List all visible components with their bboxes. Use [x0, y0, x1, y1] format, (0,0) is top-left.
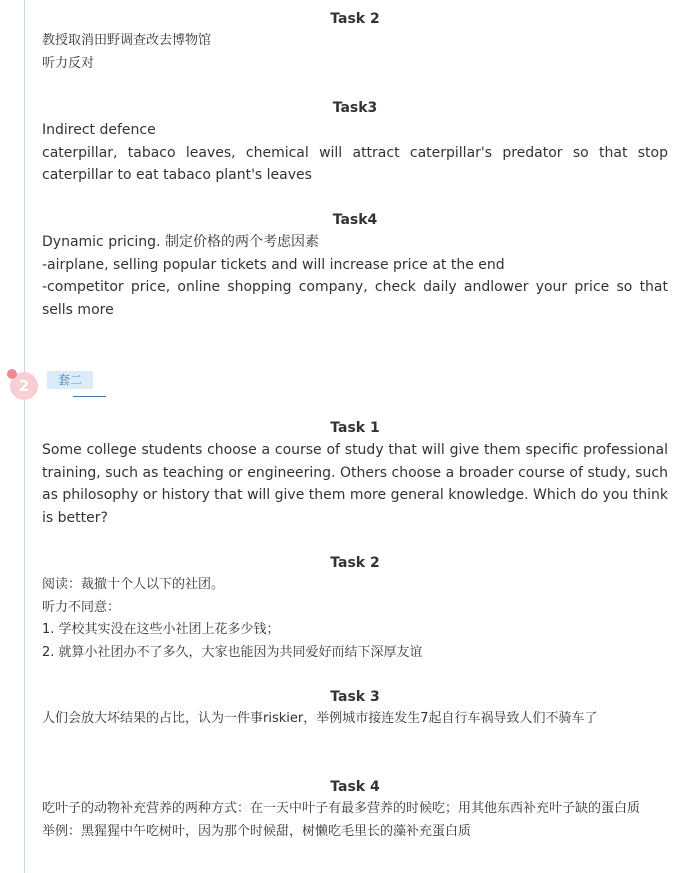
section-number-marker [10, 372, 38, 400]
task-title: Task3 [332, 100, 378, 116]
task-block [42, 8, 668, 75]
task-block [42, 209, 668, 321]
task-line: 吃叶子的动物补充营养的两种方式：在一天中叶子有最多营养的时候吃；用其他东西补充叶子缺的蛋白质 [42, 801, 641, 816]
task-line: 1. 学校其实没在这些小社团上花多少钱； [42, 622, 280, 637]
timeline-rail [24, 0, 25, 873]
task-block [42, 552, 668, 664]
task-block [42, 417, 668, 529]
task-title: Task 3 [330, 689, 380, 705]
task-line: caterpillar, tabaco leaves, chemical will attract caterpillar's predator so that stop caterpillar to eat tabaco plant's leaves [42, 144, 668, 183]
task-title: Task 2 [330, 555, 380, 571]
task-line: 阅读：裁撤十个人以下的社团。 [42, 577, 225, 592]
task-title: Task4 [332, 212, 378, 228]
section-tag-underline [73, 396, 106, 397]
task-line: 2. 就算小社团办不了多久，大家也能因为共同爱好而结下深厚友谊 [42, 644, 423, 660]
task-paragraph: Some college students choose a course of study that will give them specific professional training, such as teaching or engineering. Others choose a broader course of study, such as philosophy or history that will give them more general knowledge. Which do you think is better? [42, 442, 668, 526]
task-title: Task 2 [330, 11, 380, 27]
task-block [42, 776, 668, 843]
task-line: -airplane, selling popular tickets and will increase price at the end [42, 256, 505, 273]
section-number: 2 [10, 372, 38, 400]
task-block [42, 686, 668, 731]
task-line: Dynamic pricing. 制定价格的两个考虑因素 [42, 234, 319, 250]
marker-dot-icon [7, 369, 17, 379]
task-line: 听力不同意： [42, 599, 121, 615]
task-line: 教授取消田野调查改去博物馆 [42, 33, 212, 48]
section-tag: 套二 [47, 371, 93, 389]
task-title: Task 4 [330, 779, 380, 795]
task-title: Task 1 [330, 420, 380, 436]
task-line: 举例：黑猩猩中午吃树叶，因为那个时候甜，树懒吃毛里长的藻补充蛋白质 [42, 823, 472, 839]
task-line: Indirect defence [42, 122, 156, 138]
task-line: 听力反对 [42, 55, 95, 71]
task-line: 人们会放大坏结果的占比，认为一件事riskier，举例城市接连发生7起自行车祸导致人们不骑车了 [42, 711, 598, 726]
task-line: -competitor price, online shopping company, check daily andlower your price so that sells more [42, 279, 668, 318]
task-block [42, 97, 668, 187]
